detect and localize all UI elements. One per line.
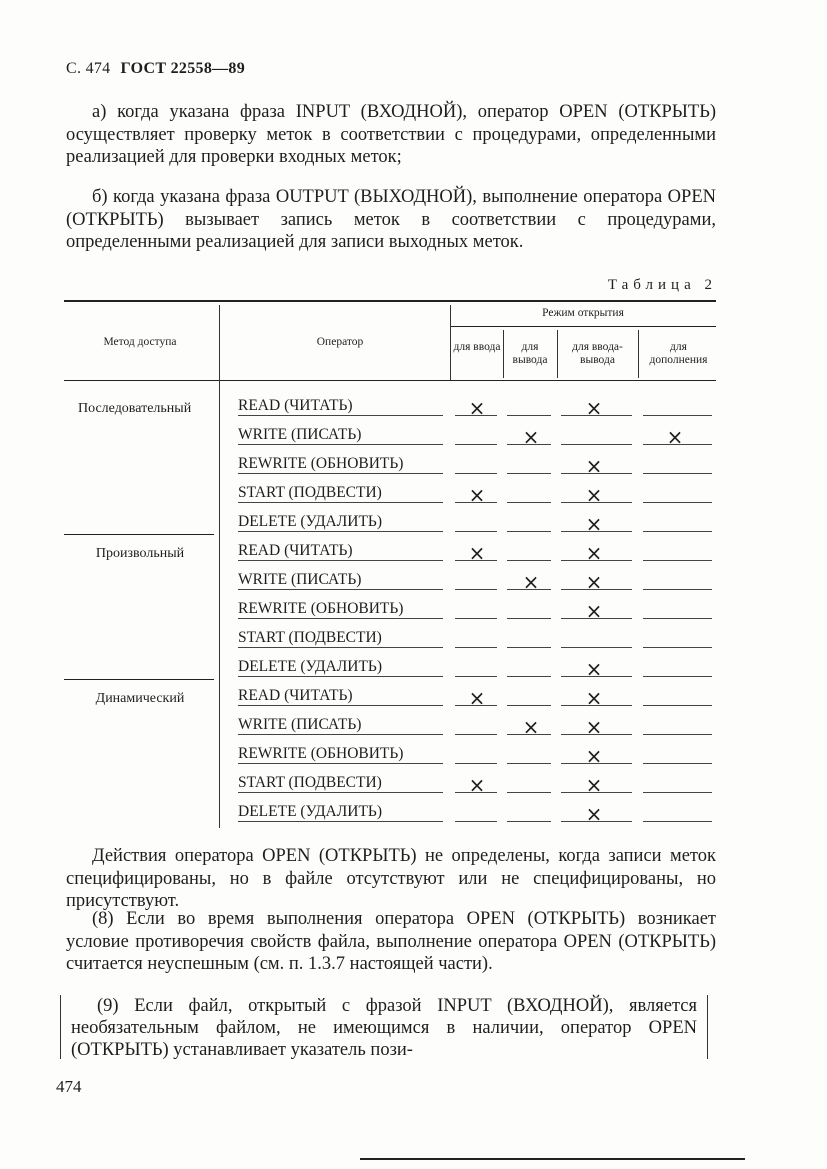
mode-cell-line (507, 618, 551, 619)
paragraph-a: а) когда указана фраза INPUT (ВХОДНОЙ), оператор OPEN (ОТКРЫТЬ) осуществляет проверку меток в соответствии с процедурами, определенными реализацией для проверки входных меток; (66, 102, 716, 167)
mode-cell-line (643, 734, 712, 735)
check-mark-icon: × (468, 541, 486, 565)
mode-cell-line (455, 473, 497, 474)
check-mark-icon: × (468, 686, 486, 710)
mode-cell-line (643, 618, 712, 619)
header-bottom-rule (64, 380, 450, 381)
divider-mode-2 (557, 330, 558, 378)
table-caption: Таблица 2 (607, 277, 717, 293)
operator-cell: DELETE (УДАЛИТЬ) (238, 658, 443, 677)
mode-cell-line (643, 415, 712, 416)
mode-cell-line (455, 676, 497, 677)
mode-cell-line (455, 734, 497, 735)
operator-cell: READ (ЧИТАТЬ) (238, 397, 443, 416)
mode-cell-line (507, 647, 551, 648)
operator-cell: REWRITE (ОБНОВИТЬ) (238, 455, 443, 474)
operator-cell: START (ПОДВЕСТИ) (238, 629, 443, 648)
mode-cell-line (507, 676, 551, 677)
check-mark-icon: × (585, 599, 603, 623)
mode-cell-line (643, 589, 712, 590)
check-mark-icon: × (468, 773, 486, 797)
divider-method-operator (219, 305, 220, 828)
check-mark-icon: × (585, 512, 603, 536)
operator-cell: WRITE (ПИСАТЬ) (238, 716, 443, 735)
paragraph-e: (9) Если файл, открытый с фразой INPUT (ВХОДНОЙ), является необязательным файлом, не имеющимся в наличии, оператор OPEN (ОТКРЫТЬ) устанавливает указатель пози- (71, 996, 697, 1060)
mode-cell-line (643, 647, 712, 648)
check-mark-icon: × (585, 773, 603, 797)
mode-cell-line (643, 473, 712, 474)
header-bottom-rule-modes (450, 380, 716, 381)
bottom-rule (360, 1158, 745, 1160)
method-1: Последовательный (78, 401, 192, 416)
check-mark-icon: × (468, 396, 486, 420)
check-mark-icon: × (522, 715, 540, 739)
header-mode-2: для вывода (512, 341, 548, 366)
operator-cell: DELETE (УДАЛИТЬ) (238, 803, 443, 822)
mode-cell-line (561, 444, 632, 445)
header-mode-1: для ввода (453, 341, 501, 353)
header-mode-group: Режим открытия (542, 307, 624, 319)
mode-cell-line (455, 444, 497, 445)
page-number: 474 (56, 1077, 82, 1096)
group-separator-1 (64, 534, 214, 535)
divider-mode-1 (503, 330, 504, 378)
mode-group-rule (450, 326, 716, 327)
header-mode-3: для ввода-вывода (572, 341, 623, 366)
mode-cell-line (643, 676, 712, 677)
mode-cell-line (507, 531, 551, 532)
mode-cell-line (507, 560, 551, 561)
mode-cell-line (455, 618, 497, 619)
header-mode-4: для дополнения (649, 341, 708, 366)
standard-number: ГОСТ 22558—89 (120, 60, 246, 77)
check-mark-icon: × (585, 570, 603, 594)
mode-cell-line (507, 473, 551, 474)
table-top-rule (64, 300, 716, 302)
operator-cell: WRITE (ПИСАТЬ) (238, 426, 443, 445)
mode-cell-line (561, 647, 632, 648)
paragraph-d: (8) Если во время выполнения оператора OPEN (ОТКРЫТЬ) возникает условие противоречия свойств файла, выполнение оператора OPEN (ОТКРЫТЬ) считается неуспешным (см. п. 1.3.7 настоящей части). (66, 909, 716, 974)
divider-mode-3 (638, 330, 639, 378)
mode-cell-line (507, 415, 551, 416)
mode-cell-line (455, 647, 497, 648)
header-method: Метод доступа (103, 336, 177, 348)
mode-cell-line (643, 763, 712, 764)
mode-cell-line (507, 705, 551, 706)
divider-operator-modes (450, 305, 451, 380)
operator-cell: READ (ЧИТАТЬ) (238, 542, 443, 561)
check-mark-icon: × (585, 715, 603, 739)
mode-cell-line (507, 502, 551, 503)
check-mark-icon: × (585, 744, 603, 768)
boxed-paragraph (60, 995, 708, 1059)
check-mark-icon: × (468, 483, 486, 507)
mode-cell-line (507, 763, 551, 764)
mode-cell-line (643, 705, 712, 706)
paragraph-b: б) когда указана фраза OUTPUT (ВЫХОДНОЙ), выполнение оператора OPEN (ОТКРЫТЬ) вызывает запись меток в соответствии с процедурами, определенными реализацией для записи выходных меток. (66, 187, 716, 252)
mode-cell-line (643, 792, 712, 793)
mode-cell-line (643, 560, 712, 561)
page-header (66, 60, 245, 78)
check-mark-icon: × (585, 802, 603, 826)
mode-cell-line (643, 531, 712, 532)
mode-cell-line (643, 502, 712, 503)
check-mark-icon: × (585, 483, 603, 507)
header-operator: Оператор (316, 336, 364, 348)
operator-cell: START (ПОДВЕСТИ) (238, 484, 443, 503)
check-mark-icon: × (585, 657, 603, 681)
mode-cell-line (455, 589, 497, 590)
check-mark-icon: × (585, 686, 603, 710)
mode-cell-line (643, 821, 712, 822)
check-mark-icon: × (666, 425, 684, 449)
operator-cell: REWRITE (ОБНОВИТЬ) (238, 745, 443, 764)
mode-cell-line (507, 821, 551, 822)
operator-cell: START (ПОДВЕСТИ) (238, 774, 443, 793)
check-mark-icon: × (585, 454, 603, 478)
check-mark-icon: × (585, 541, 603, 565)
mode-cell-line (455, 821, 497, 822)
operator-cell: REWRITE (ОБНОВИТЬ) (238, 600, 443, 619)
mode-cell-line (455, 763, 497, 764)
page-label: С. 474 (66, 60, 111, 77)
paragraph-c: Действия оператора OPEN (ОТКРЫТЬ) не определены, когда записи меток специфицированы, но в файле отсутствуют или не специфицированы, но присутствуют. (66, 846, 716, 911)
group-separator-2 (64, 679, 214, 680)
mode-cell-line (455, 531, 497, 532)
check-mark-icon: × (522, 570, 540, 594)
check-mark-icon: × (585, 396, 603, 420)
method-3: Динамический (95, 691, 185, 706)
operator-cell: DELETE (УДАЛИТЬ) (238, 513, 443, 532)
method-2: Произвольный (95, 546, 185, 561)
check-mark-icon: × (522, 425, 540, 449)
mode-cell-line (507, 792, 551, 793)
operator-cell: READ (ЧИТАТЬ) (238, 687, 443, 706)
operator-cell: WRITE (ПИСАТЬ) (238, 571, 443, 590)
